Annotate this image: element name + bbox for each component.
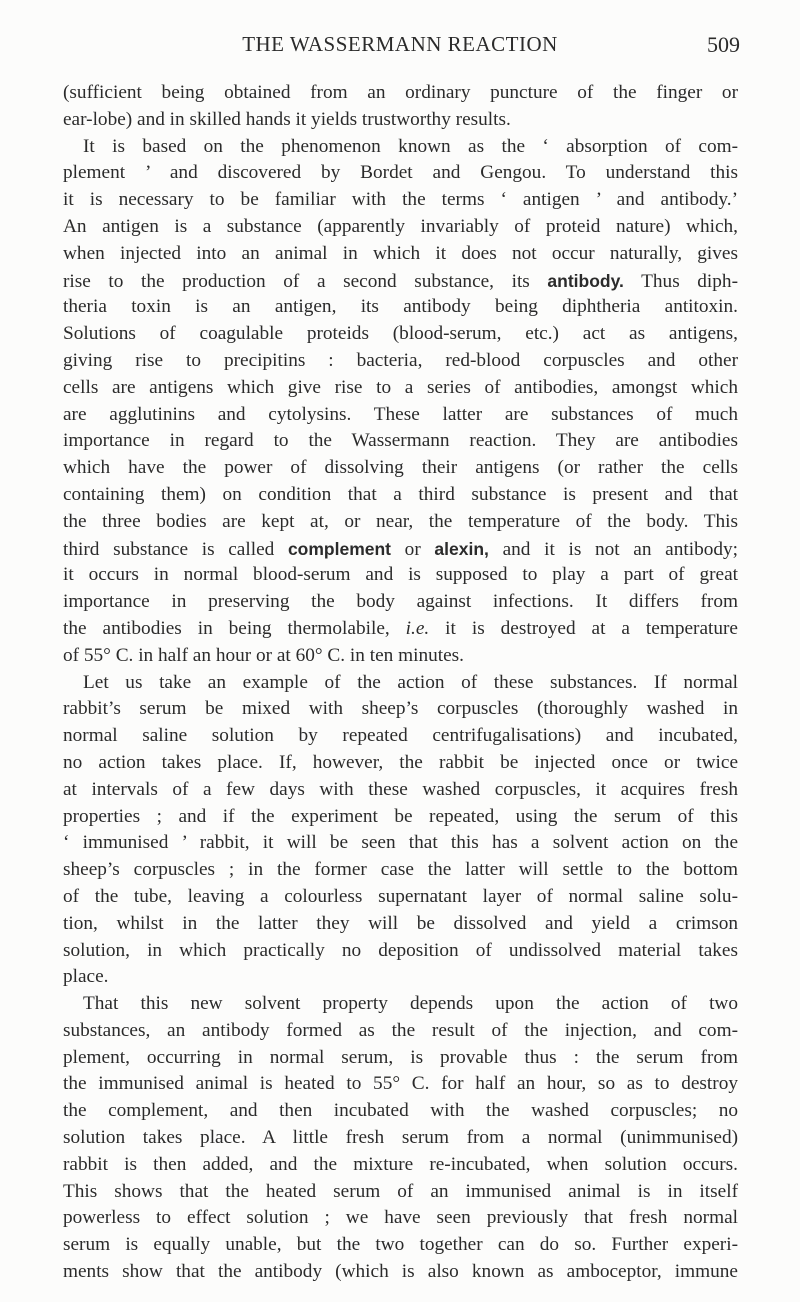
text-line [63,187,738,214]
text-line [63,348,738,375]
text-segment: are agglutinins and cytolysins. These latter are substances of much [63,403,738,425]
text-segment: An antigen is a substance (apparently invariably of proteid nature) which, [63,215,738,237]
text-segment: tion, whilst in the latter they will be dissolved and yield a crimson [63,912,738,934]
text-segment: normal saline solution by repeated centrifugalisations) and incubated, [63,725,738,747]
text-segment: plement ’ and discovered by Bordet and Gengou. To understand this [63,162,738,184]
text-segment: importance in preserving the body against infections. It differs from [63,591,738,613]
text-segment: it occurs in normal blood-serum and is supposed to play a part of great [63,564,738,586]
text-line [63,134,738,161]
text-segment: third substance is called [63,538,288,560]
text-line [63,938,738,965]
text-line [63,911,738,938]
text-segment: it is destroyed at a temperature [429,617,738,639]
text-line [63,1232,738,1259]
text-line [63,455,738,482]
paragraph [63,80,738,134]
text-segment: ear-lobe) and in skilled hands it yields trustworthy results. [63,108,511,130]
text-line [63,214,738,241]
text-segment: properties ; and if the experiment be repeated, using the serum of this [63,805,738,827]
text-line [63,830,738,857]
page-header [0,28,800,62]
text-segment: the complement, and then incubated with the washed corpuscles; no [63,1100,738,1122]
text-line [63,1259,738,1286]
text-line [63,562,738,589]
text-line [63,1071,738,1098]
text-segment: sheep’s corpuscles ; in the former case the latter will settle to the bottom [63,859,738,881]
text-segment: of the tube, leaving a colourless supernatant layer of normal saline solu- [63,885,738,907]
text-line [63,1152,738,1179]
text-line [63,536,738,563]
emphasized-term: alexin, [434,538,489,559]
text-segment: the immunised animal is heated to 55° C. for half an hour, so as to destroy [63,1073,738,1095]
text-segment: giving rise to precipitins : bacteria, red-blood corpuscles and other [63,349,738,371]
text-line [63,160,738,187]
text-segment: rabbit is then added, and the mixture re-incubated, when solution occurs. [63,1153,738,1175]
text-segment: plement, occurring in normal serum, is provable thus : the serum from [63,1046,738,1068]
text-segment: rabbit’s serum be mixed with sheep’s corpuscles (thoroughly washed in [63,698,738,720]
text-segment: solution, in which practically no deposition of undissolved material takes [63,939,738,961]
text-line [63,857,738,884]
text-line [63,402,738,429]
text-line [63,428,738,455]
text-segment: when injected into an animal in which it does not occur naturally, gives [63,242,738,264]
paragraph [63,991,738,1286]
text-segment: theria toxin is an antigen, its antibody being diphtheria antitoxin. [63,296,738,318]
text-segment: of 55° C. in half an hour or at 60° C. in ten minutes. [63,644,464,666]
text-segment: substances, an antibody formed as the result of the injection, and com- [63,1019,738,1041]
text-segment: containing them) on condition that a third substance is present and that [63,483,738,505]
text-line [63,723,738,750]
text-line [63,1205,738,1232]
text-line [63,1045,738,1072]
text-segment: it is necessary to be familiar with the terms ‘ antigen ’ and antibody.’ [63,189,738,211]
text-line [63,1018,738,1045]
text-line [63,1179,738,1206]
text-line [63,1098,738,1125]
emphasized-term: antibody. [547,270,624,291]
text-line [63,964,738,991]
running-title: THE WASSERMANN REACTION [242,32,558,56]
text-segment: importance in regard to the Wassermann reaction. They are antibodies [63,430,738,452]
text-line [63,509,738,536]
text-line [63,241,738,268]
text-line [63,321,738,348]
text-segment: Solutions of coagulable proteids (blood-serum, etc.) act as antigens, [63,323,738,345]
text-line [63,670,738,697]
text-line [63,777,738,804]
text-line [63,884,738,911]
text-segment: and it is not an antibody; [488,538,738,560]
text-line [63,696,738,723]
text-segment: (sufficient being obtained from an ordinary puncture of the finger or [63,82,738,103]
italic-text: i.e. [405,617,430,639]
text-segment: It is based on the phenomenon known as the ‘ absorption of com- [83,135,738,157]
text-line [63,375,738,402]
text-segment: powerless to effect solution ; we have seen previously that fresh normal [63,1207,738,1229]
text-line [63,804,738,831]
text-line [63,80,738,107]
text-line [63,268,738,295]
text-segment: place. [63,966,109,988]
text-line [63,482,738,509]
text-segment: ‘ immunised ’ rabbit, it will be seen that this has a solvent action on the [63,832,738,854]
emphasized-term: complement [287,538,392,559]
text-segment: Let us take an example of the action of these substances. If normal [83,671,738,693]
text-segment: which have the power of dissolving their antigens (or rather the cells [63,457,738,479]
body-text [63,80,738,1286]
text-segment: cells are antigens which give rise to a series of antibodies, amongst which [63,376,738,398]
text-segment: or [391,538,435,560]
text-line [63,616,738,643]
text-segment: the three bodies are kept at, or near, the temperature of the body. This [63,510,738,532]
text-segment: That this new solvent property depends upon the action of two [83,993,738,1015]
text-segment: the antibodies in being thermolabile, [63,617,406,639]
text-segment: Thus diph- [623,270,738,292]
text-segment: no action takes place. If, however, the rabbit be injected once or twice [63,751,738,773]
text-line [63,750,738,777]
text-segment: serum is equally unable, but the two together can do so. Further experi- [63,1234,738,1256]
text-segment: at intervals of a few days with these washed corpuscles, it acquires fresh [63,778,738,800]
paragraph [63,134,738,670]
text-line [63,1125,738,1152]
page-number: 509 [707,32,740,57]
text-line [63,589,738,616]
text-segment: ments show that the antibody (which is also known as amboceptor, immune [63,1261,738,1283]
text-line [63,294,738,321]
text-line [63,643,738,670]
text-segment: solution takes place. A little fresh serum from a normal (unimmunised) [63,1127,738,1149]
text-segment: rise to the production of a second substance, its [63,270,548,292]
text-segment: This shows that the heated serum of an immunised animal is in itself [63,1180,738,1202]
text-line [63,107,738,134]
text-line [63,991,738,1018]
paragraph [63,670,738,992]
